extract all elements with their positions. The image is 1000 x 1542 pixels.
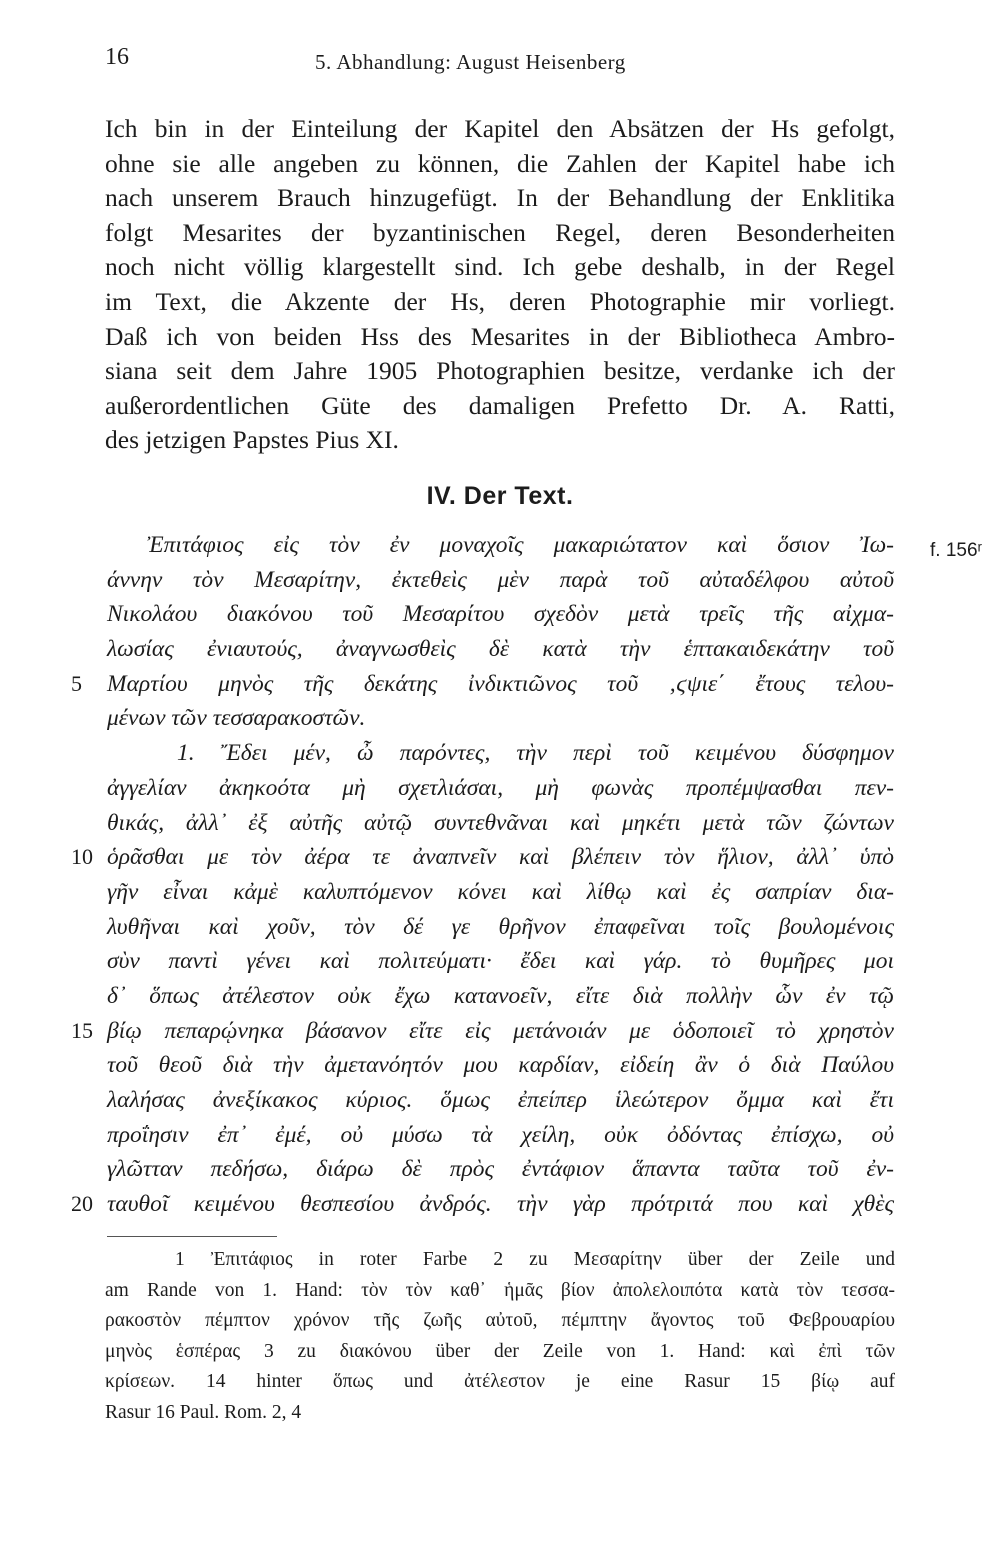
footnote-divider bbox=[107, 1236, 277, 1237]
line-number: 10 bbox=[71, 844, 93, 870]
footnote-line: ρακοστὸν πέμπτον χρόνον τῆς ζωῆς αὐτοῦ, πέμπτην ἄγοντος τοῦ Φεβρουαρίου bbox=[105, 1310, 895, 1331]
greek-line-text: λαλήσας ἀνεξίκακος κύριος. ὅμως ἐπείπερ ἱλεώτερον ὄμμα καὶ ἔτι bbox=[107, 1087, 894, 1113]
intro-line: ohne sie alle angeben zu können, die Zahlen der Kapitel habe ich bbox=[105, 148, 895, 178]
greek-line-text: άννην τὸν Μεσαρίτην, ἐκτεθεὶς μὲν παρὰ τοῦ αὐταδέλφου αὐτοῦ bbox=[107, 566, 894, 593]
greek-line bbox=[107, 528, 894, 563]
greek-line bbox=[107, 701, 894, 736]
apparatus-footnotes bbox=[105, 1245, 895, 1428]
intro-line: Daß ich von beiden Hss des Mesarites in der Bibliotheca Ambro- bbox=[105, 321, 895, 351]
greek-text-block bbox=[71, 528, 894, 1222]
greek-line bbox=[107, 1118, 894, 1153]
greek-line bbox=[107, 910, 894, 945]
greek-line bbox=[107, 806, 894, 841]
intro-line: noch nicht völlig klargestellt sind. Ich gebe deshalb, in der Regel bbox=[105, 252, 895, 282]
greek-line-text: Μαρτίου μηνὸς τῆς δεκάτης ἰνδικτιῶνος τοῦ ‚ϛψιε΄ ἔτους τελου- bbox=[107, 670, 894, 697]
intro-line: siana seit dem Jahre 1905 Photographien besitze, verdanke ich der bbox=[105, 356, 895, 386]
greek-line-text: τοῦ θεοῦ διὰ τὴν ἀμετανόητόν μου καρδίαν, εἰδείη ἂν ὁ διὰ Παύλου bbox=[107, 1052, 894, 1079]
greek-line-text: σὺν παντὶ γένει καὶ πολιτεύματι· ἔδει καὶ γάρ. τὸ θυμῆρες μοι bbox=[107, 948, 894, 975]
running-head: 5. Abhandlung: August Heisenberg bbox=[315, 50, 626, 74]
footnote-line: am Rande von 1. Hand: τὸν τὸν καθ᾽ ἡμᾶς βίον ἀπολελοιπότα κατὰ τὸν τεσσα- bbox=[105, 1279, 895, 1301]
footnote-line: μηνὸς ἑσπέρας 3 zu διακόνου über der Zeile von 1. Hand: καὶ ἐπὶ τῶν bbox=[105, 1340, 895, 1362]
intro-line: außerordentlichen Güte des damaligen Prefetto Dr. A. Ratti, bbox=[105, 390, 895, 420]
greek-line-text: λωσίας ἐνιαυτούς, ἀναγνωσθεὶς δὲ κατὰ τὴν ἑπτακαιδεκάτην τοῦ bbox=[107, 636, 894, 663]
greek-line bbox=[107, 563, 894, 598]
intro-line: im Text, die Akzente der Hs, deren Photographie mir vorliegt. bbox=[105, 286, 895, 316]
intro-paragraph bbox=[105, 112, 895, 458]
greek-line bbox=[107, 1083, 894, 1118]
line-number: 5 bbox=[71, 670, 82, 696]
greek-line bbox=[107, 875, 894, 910]
greek-line bbox=[71, 840, 894, 875]
greek-line-text: λυθῆναι καὶ χοῦν, τὸν δέ γε θρῆνον ἐπαφεῖναι τοῖς βουλομένοις bbox=[107, 913, 894, 940]
greek-line-text: ἀγγελίαν ἀκηκοότα μὴ σχετλιάσαι, μὴ φωνὰς προπέμψασθαι πεν- bbox=[107, 774, 894, 801]
greek-line-text: θικάς, ἀλλ᾽ ἐξ αὐτῆς αὐτῷ συντεθνᾶναι καὶ μηκέτι μετὰ τῶν ζώντων bbox=[107, 809, 894, 836]
intro-line: folgt Mesarites der byzantinischen Regel, deren Besonderheiten bbox=[105, 217, 895, 247]
greek-line-text: 1. Ἔδει μέν, ὦ παρόντες, τὴν περὶ τοῦ κειμένου δύσφημον bbox=[177, 740, 894, 767]
greek-line bbox=[107, 1048, 894, 1083]
greek-line bbox=[107, 597, 894, 632]
greek-line-text: Νικολάου διακόνου τοῦ Μεσαρίτου σχεδὸν μετὰ τρεῖς τῆς αἰχμα- bbox=[107, 601, 894, 628]
greek-line-text: δ᾽ ὅπως ἀτέλεστον οὐκ ἔχω κατανοεῖν, εἴτε διὰ πολλὴν ὧν ἐν τῷ bbox=[107, 982, 894, 1009]
greek-line-text: ὁρᾶσθαι με τὸν ἀέρα τε ἀναπνεῖν καὶ βλέπειν τὸν ἥλιον, ἀλλ᾽ ὑπὸ bbox=[107, 844, 894, 871]
greek-line-text: ταυθοῖ κειμένου θεσπεσίου ἀνδρός. τὴν γὰρ πρότριτά που καὶ χθὲς bbox=[107, 1191, 894, 1218]
greek-line bbox=[107, 736, 894, 771]
greek-line bbox=[107, 632, 894, 667]
greek-line bbox=[71, 1187, 894, 1222]
page-header bbox=[105, 44, 895, 78]
section-title: IV. Der Text. bbox=[426, 482, 574, 510]
greek-line-text: γλῶτταν πεδήσω, διάρω δὲ πρὸς ἐντάφιον ἅπαντα ταῦτα τοῦ ἐν- bbox=[107, 1156, 894, 1183]
line-number: 15 bbox=[71, 1017, 93, 1043]
margin-folio-note: f. 156ʳ bbox=[930, 540, 983, 561]
intro-line: nach unserem Brauch hinzugefügt. In der Behandlung der Enklitika bbox=[105, 183, 895, 213]
footnote-line: 1 Ἐπιτάφιος in roter Farbe 2 zu Μεσαρίτην über der Zeile und bbox=[175, 1249, 895, 1270]
greek-line bbox=[107, 771, 894, 806]
greek-line bbox=[107, 944, 894, 979]
greek-line-text: γῆν εἶναι κἀμὲ καλυπτόμενον κόνει καὶ λίθῳ καὶ ἐς σαπρίαν δια- bbox=[107, 878, 894, 905]
line-number: 20 bbox=[71, 1191, 93, 1217]
intro-line: des jetzigen Papstes Pius XI. bbox=[105, 425, 399, 455]
greek-line-text: βίῳ πεπαρῴνηκα βάσανον εἴτε εἰς μετάνοιάν με ὁδοποιεῖ τὸ χρηστὸν bbox=[107, 1017, 894, 1044]
greek-line-text: Ἐπιτάφιος εἰς τὸν ἐν μοναχοῖς μακαριώτατον καὶ ὅσιον Ἰω- bbox=[147, 532, 894, 558]
greek-line bbox=[71, 667, 894, 702]
page-number: 16 bbox=[105, 44, 129, 70]
footnote-line: Rasur 16 Paul. Rom. 2, 4 bbox=[105, 1401, 302, 1423]
greek-line bbox=[71, 1014, 894, 1049]
greek-line bbox=[107, 1152, 894, 1187]
greek-line-text: προΐησιν ἐπ᾽ ἐμέ, οὐ μύσω τὰ χείλη, οὐκ ὀδόντας ἐπίσχω, οὐ bbox=[107, 1121, 894, 1148]
intro-line: Ich bin in der Einteilung der Kapitel den Absätzen der Hs gefolgt, bbox=[105, 114, 895, 143]
greek-line-text: μένων τῶν τεσσαρακοστῶν. bbox=[107, 705, 366, 732]
footnote-line: κρίσεων. 14 hinter ὅπως und ἀτέλεστον je eine Rasur 15 βίῳ auf bbox=[105, 1371, 895, 1392]
greek-line bbox=[107, 979, 894, 1014]
